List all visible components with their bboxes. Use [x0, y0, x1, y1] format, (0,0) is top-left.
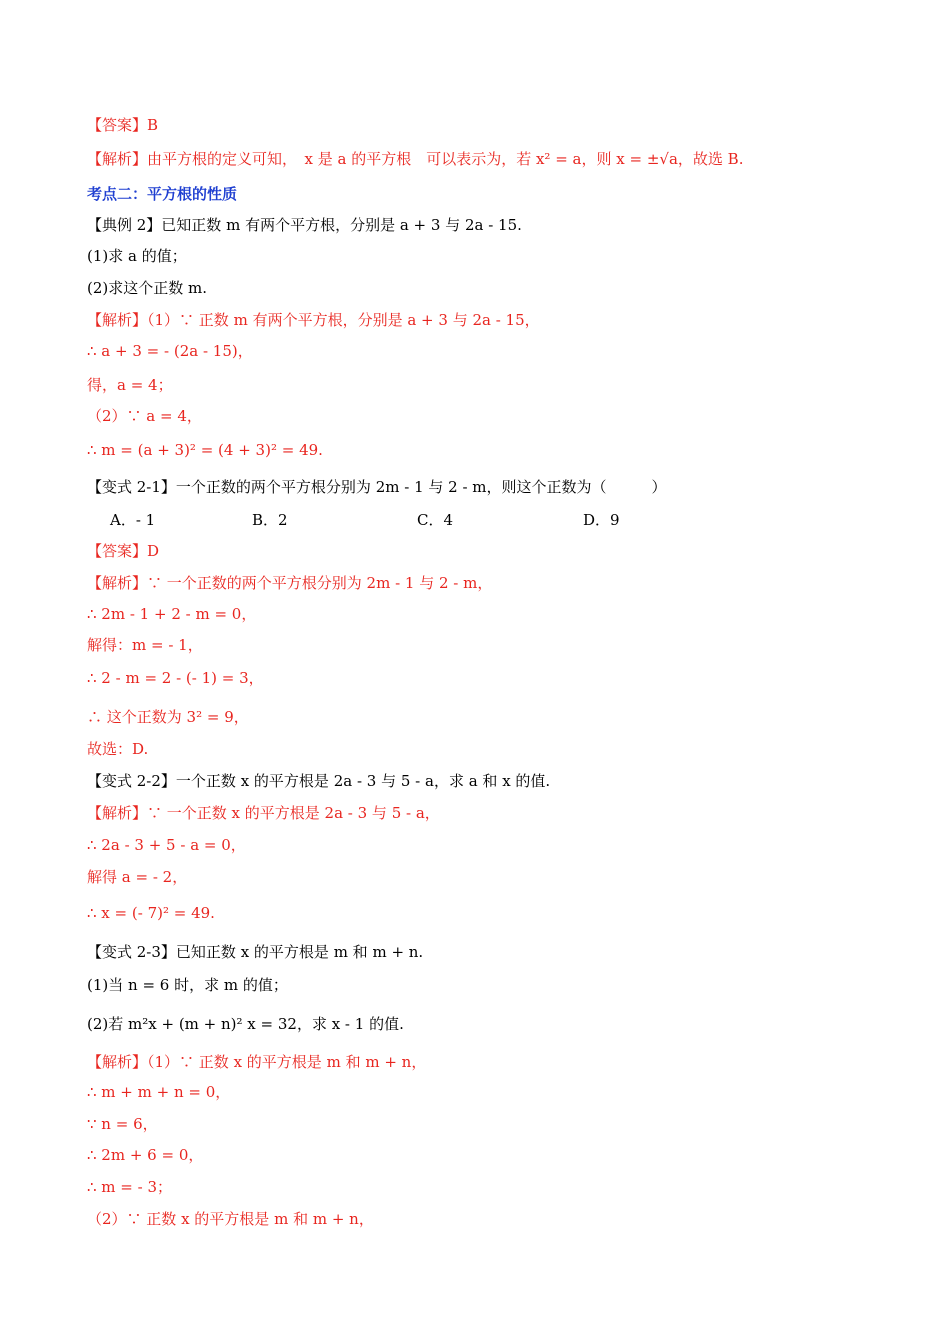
variant-title: 【变式 2-1】一个正数的两个平方根分别为 2m - 1 与 2 - m，则这个正数为（ ） [87, 478, 667, 496]
solution-line: ∴ m = - 3； [87, 1178, 173, 1196]
solution-line: ∴ x = (- 7)² = 49. [87, 904, 215, 922]
solution-line: ∴ 这个正数为 3² = 9， [87, 708, 249, 726]
solution-line: 解得：m = - 1， [87, 636, 203, 654]
solution-line: 【解析】（1）∵ 正数 x 的平方根是 m 和 m + n， [87, 1053, 427, 1071]
option-a: A．- 1 [110, 511, 156, 529]
question-line: (2)若 m²x + (m + n)² x = 32，求 x - 1 的值. [87, 1015, 404, 1033]
solution-line: ∴ 2a - 3 + 5 - a = 0， [87, 836, 246, 854]
solution-line: ∴ 2m - 1 + 2 - m = 0， [87, 605, 257, 623]
solution-line: 【解析】∵ 一个正数 x 的平方根是 2a - 3 与 5 - a， [87, 804, 440, 822]
question-line: (1)求 a 的值； [87, 247, 187, 265]
solution-line: （2）∵ 正数 x 的平方根是 m 和 m + n， [87, 1210, 374, 1228]
option-c: C．4 [417, 511, 454, 529]
solution-line: ∴ a + 3 = - (2a - 15)， [87, 342, 253, 360]
solution-line: 故选：D. [87, 740, 149, 758]
answer-line: 【答案】B [87, 116, 159, 134]
solution-line: （2）∵ a = 4， [87, 407, 202, 425]
option-d: D．9 [583, 511, 620, 529]
solution-line: 【解析】∵ 一个正数的两个平方根分别为 2m - 1 与 2 - m， [87, 574, 493, 592]
option-b: B．2 [252, 511, 288, 529]
answer-line: 【答案】D [87, 542, 160, 560]
variant-title: 【变式 2-3】已知正数 x 的平方根是 m 和 m + n. [87, 943, 424, 961]
solution-line: ∵ n = 6， [87, 1115, 158, 1133]
section-heading: 考点二：平方根的性质 [87, 185, 238, 203]
question-line: (1)当 n = 6 时，求 m 的值； [87, 976, 288, 994]
solution-line: ∴ m = (a + 3)² = (4 + 3)² = 49. [87, 441, 323, 459]
example-title: 【典例 2】已知正数 m 有两个平方根，分别是 a + 3 与 2a - 15. [87, 216, 522, 234]
question-line: (2)求这个正数 m. [87, 279, 208, 297]
solution-line: ∴ m + m + n = 0， [87, 1083, 231, 1101]
solution-line: 【解析】（1）∵ 正数 m 有两个平方根，分别是 a + 3 与 2a - 15， [87, 311, 540, 329]
analysis-line: 【解析】由平方根的定义可知， x 是 a 的平方根 可以表示为，若 x² = a，则 x = ±√a，故选 B. [87, 150, 744, 168]
solution-line: 得，a = 4； [87, 376, 173, 394]
solution-line: 解得 a = - 2， [87, 868, 188, 886]
variant-title: 【变式 2-2】一个正数 x 的平方根是 2a - 3 与 5 - a，求 a 和 x 的值. [87, 772, 551, 790]
solution-line: ∴ 2 - m = 2 - (- 1) = 3， [87, 669, 264, 687]
solution-line: ∴ 2m + 6 = 0， [87, 1146, 204, 1164]
